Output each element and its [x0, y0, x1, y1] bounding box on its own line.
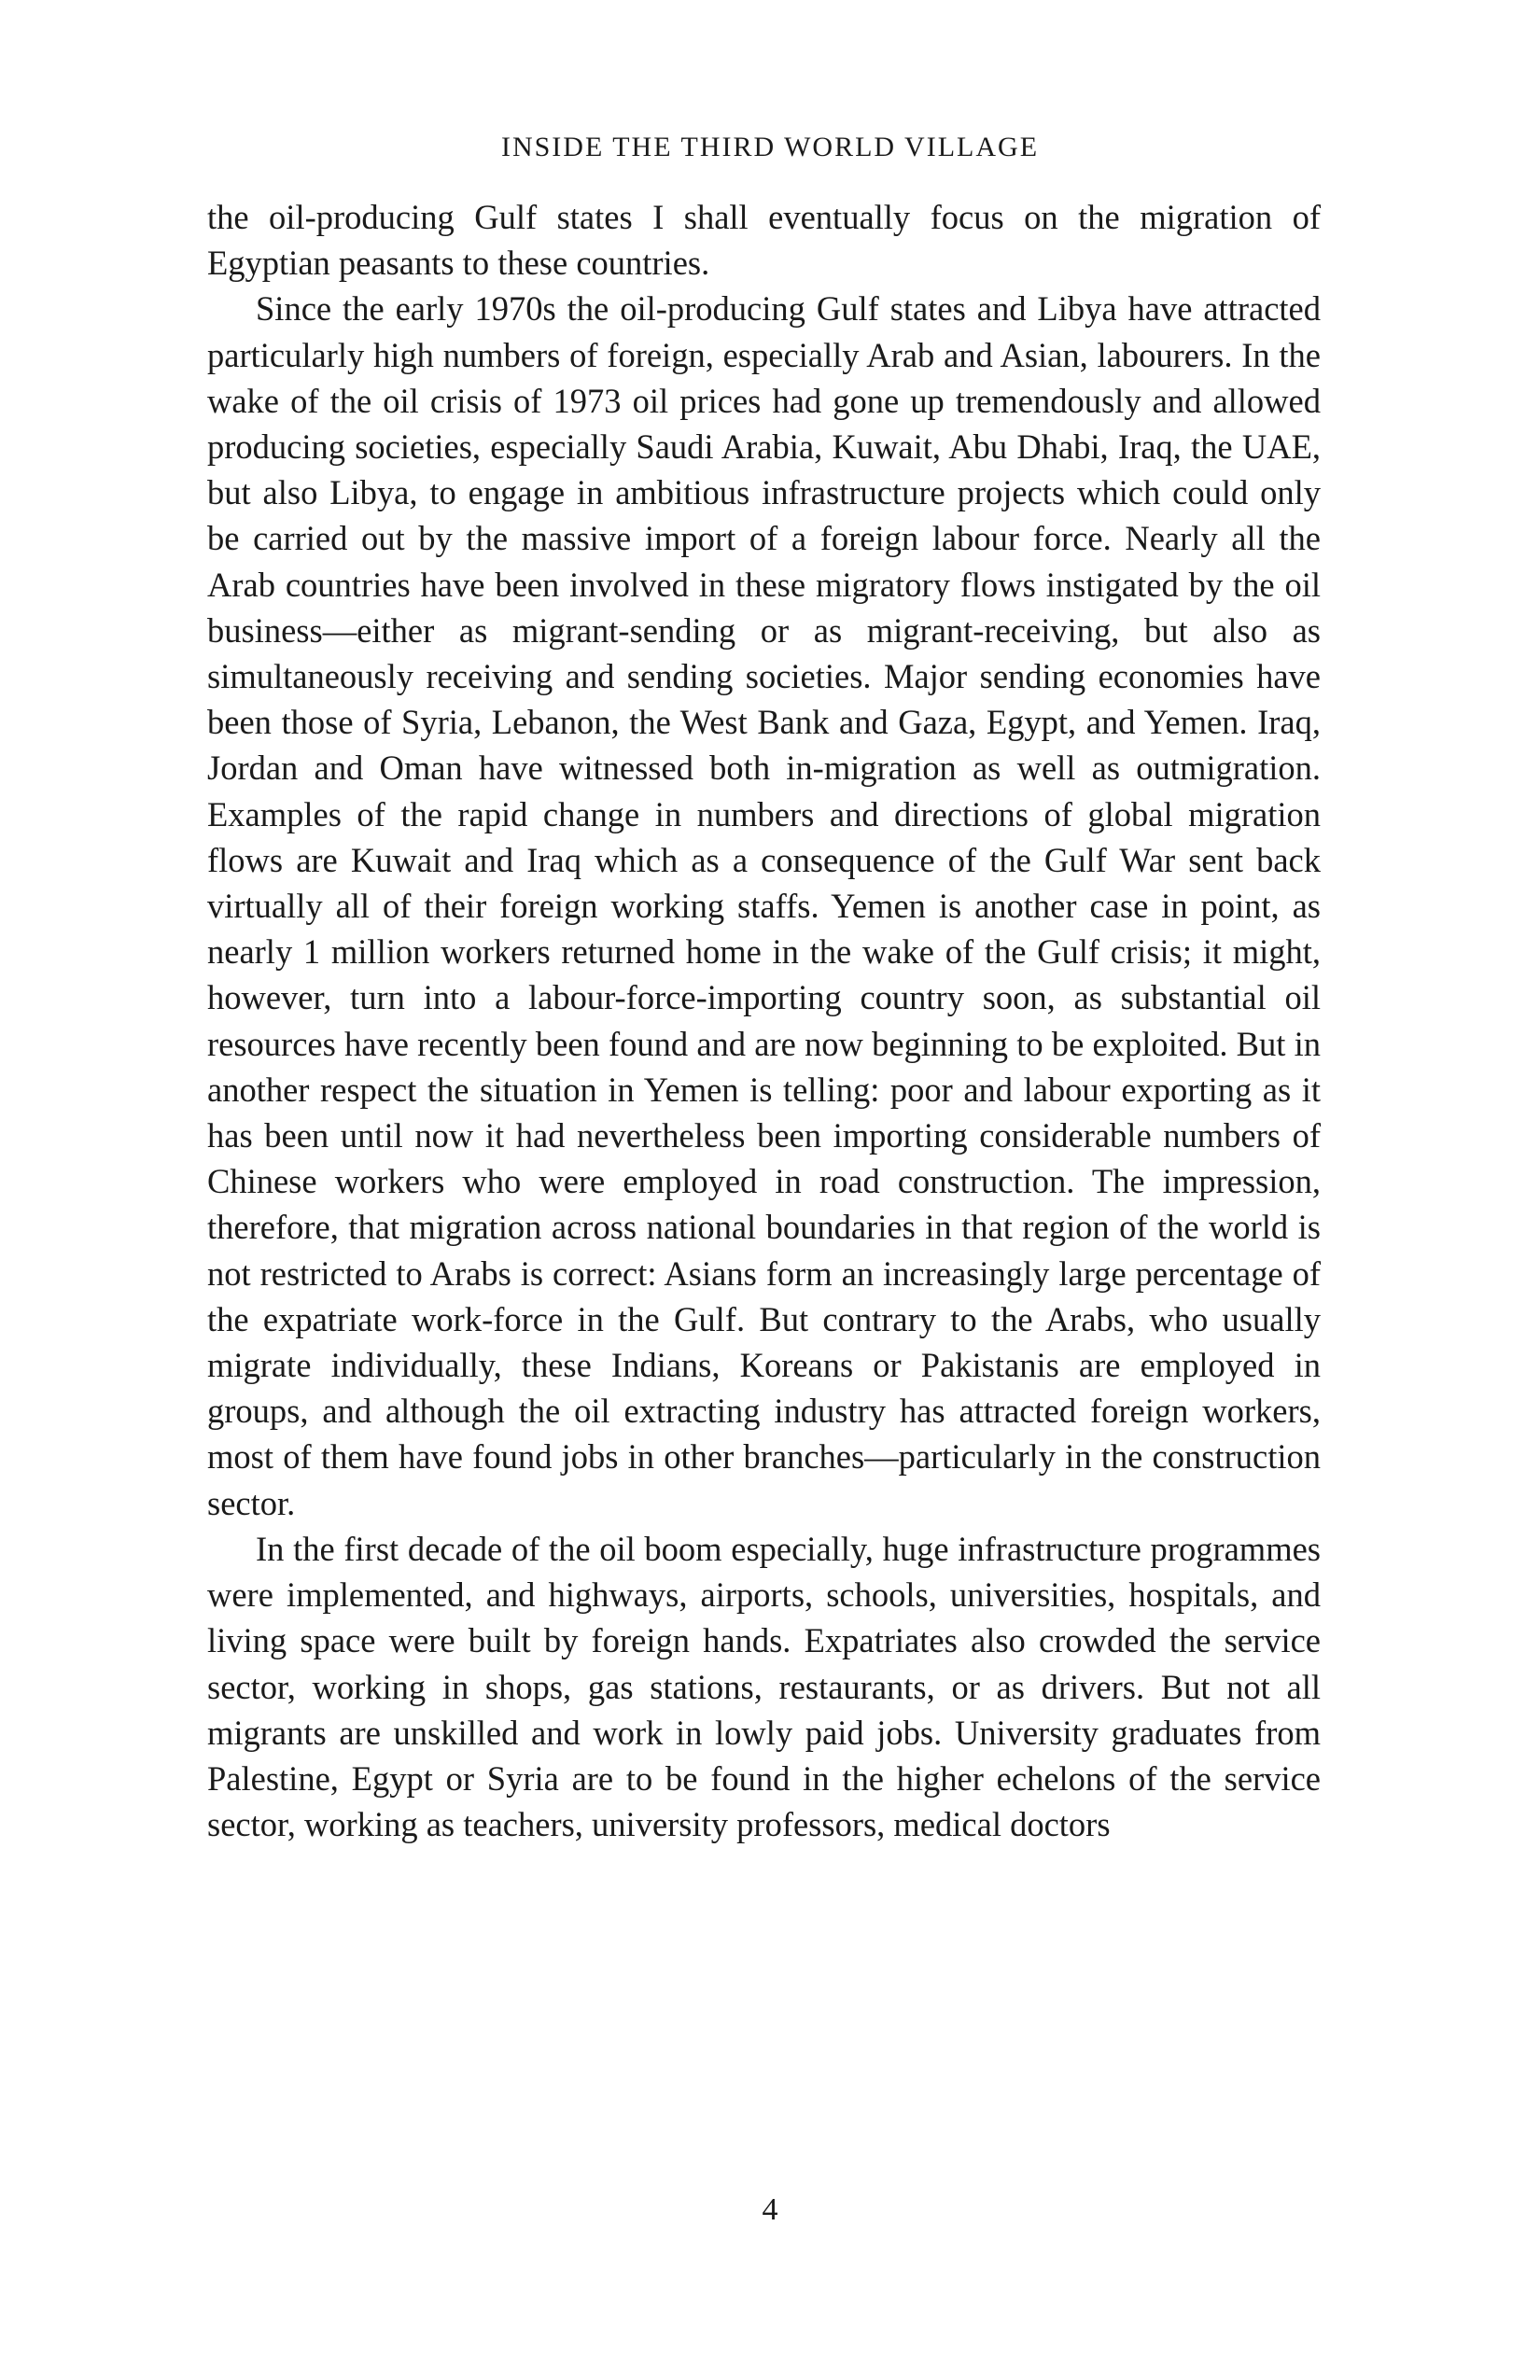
body-text [207, 194, 1321, 1847]
page-number: 4 [762, 2192, 778, 2227]
paragraph-gulf-migration: Since the early 1970s the oil-producing Gulf states and Libya have attracted particularly high numbers of foreign, especially Arab and Asian, labourers. In the wake of the oil crisis of 1973 oil prices had gone up tremendously and allowed producing societies, especially Saudi Arabia, Kuwait, Abu Dhabi, Iraq, the UAE, but also Libya, to engage in ambitious infrastructure projects which could only be carried out by the massive import of a foreign labour force. Nearly all the Arab countries have been involved in these migratory flows instigated by the oil business—either as migrant-sending or as migrant-receiving, but also as simultaneously receiving and sending societies. Major sending economies have been those of Syria, Lebanon, the West Bank and Gaza, Egypt, and Yemen. Iraq, Jordan and Oman have witnessed both in-migration as well as outmigration. Examples of the rapid change in numbers and directions of global migration flows are Kuwait and Iraq which as a consequence of the Gulf War sent back virtually all of their foreign working staffs. Yemen is another case in point, as nearly 1 million workers returned home in the wake of the Gulf crisis; it might, however, turn into a labour-force-importing country soon, as substantial oil resources have recently been found and are now beginning to be exploited. But in another respect the situation in Yemen is telling: poor and labour exporting as it has been until now it had nevertheless been importing considerable numbers of Chinese workers who were employed in road construction. The impression, therefore, that migration across national boundaries in that region of the world is not restricted to Arabs is correct: Asians form an increasingly large percentage of the expatriate work-force in the Gulf. But contrary to the Arabs, who usually migrate individually, these Indians, Koreans or Pakistanis are employed in groups, and although the oil extracting industry has attracted foreign workers, most of them have found jobs in other branches—particularly in the construction sector. [207, 289, 1321, 1522]
paragraph-continuation: the oil-producing Gulf states I shall eventually focus on the migration of Egyptian peasants to these countries. [207, 198, 1321, 283]
running-head: INSIDE THE THIRD WORLD VILLAGE [500, 132, 1040, 162]
paragraph-oil-boom: In the first decade of the oil boom especially, huge infrastructure programmes were implemented, and highways, airports, schools, universities, hospitals, and living space were built by foreign hands. Expatriates also crowded the service sector, working in shops, gas stations, restaurants, or as drivers. But not all migrants are unskilled and work in lowly paid jobs. University graduates from Palestine, Egypt or Syria are to be found in the higher echelons of the service sector, working as teachers, university professors, medical doctors [207, 1529, 1321, 1844]
